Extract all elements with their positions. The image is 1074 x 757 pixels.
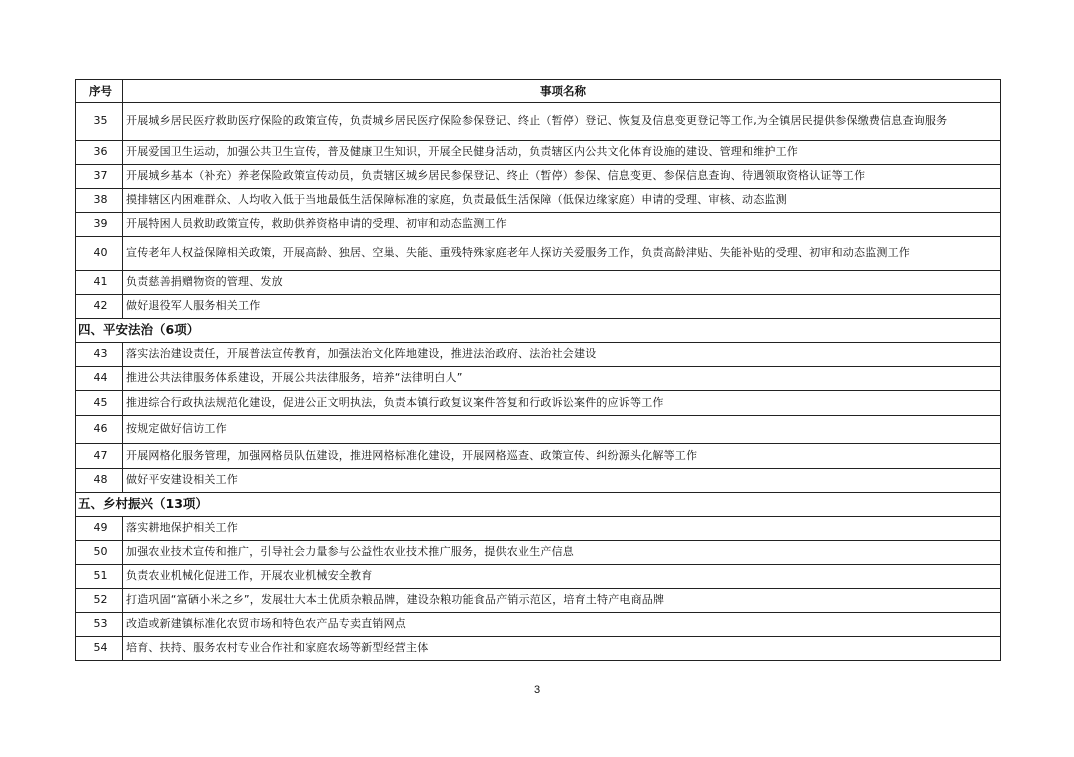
table-row (76, 237, 1001, 271)
row-number: 47 (76, 444, 123, 469)
row-text: 摸排辖区内困难群众、人均收入低于当地最低生活保障标准的家庭，负责最低生活保障（低保边缘家庭）申请的受理、审核、动态监测 (123, 189, 1001, 213)
row-number: 45 (76, 391, 123, 416)
row-number: 38 (76, 189, 123, 213)
row-text: 负责慈善捐赠物资的管理、发放 (123, 271, 1001, 295)
header-item-name: 事项名称 (123, 80, 1001, 103)
matters-table (75, 79, 1001, 661)
table-row (76, 589, 1001, 613)
row-number: 52 (76, 589, 123, 613)
row-text: 开展城乡居民医疗救助医疗保险的政策宣传，负责城乡居民医疗保险参保登记、终止（暂停）登记、恢复及信息变更登记等工作,为全镇居民提供参保缴费信息查询服务 (123, 103, 1001, 141)
table-row (76, 165, 1001, 189)
row-number: 53 (76, 613, 123, 637)
section-row (76, 319, 1001, 343)
table-row (76, 613, 1001, 637)
row-number: 51 (76, 565, 123, 589)
row-text: 开展城乡基本（补充）养老保险政策宣传动员，负责辖区城乡居民参保登记、终止（暂停）参保、信息变更、参保信息查询、待遇领取资格认证等工作 (123, 165, 1001, 189)
table-row (76, 517, 1001, 541)
row-text: 打造巩固“富硒小米之乡”，发展壮大本土优质杂粮品牌，建设杂粮功能食品产销示范区，培育土特产电商品牌 (123, 589, 1001, 613)
table-row (76, 565, 1001, 589)
table-row (76, 141, 1001, 165)
row-text: 推进公共法律服务体系建设，开展公共法律服务，培养“法律明白人” (123, 367, 1001, 391)
row-number: 35 (76, 103, 123, 141)
table-row (76, 213, 1001, 237)
table-row (76, 469, 1001, 493)
row-number: 50 (76, 541, 123, 565)
table-row (76, 416, 1001, 444)
row-number: 54 (76, 637, 123, 661)
table-row (76, 391, 1001, 416)
table-row (76, 103, 1001, 141)
row-text: 落实法治建设责任，开展普法宣传教育，加强法治文化阵地建设，推进法治政府、法治社会建设 (123, 343, 1001, 367)
section-title: 五、乡村振兴（13项） (76, 493, 1001, 517)
row-text: 推进综合行政执法规范化建设，促进公正文明执法，负责本镇行政复议案件答复和行政诉讼案件的应诉等工作 (123, 391, 1001, 416)
row-text: 培育、扶持、服务农村专业合作社和家庭农场等新型经营主体 (123, 637, 1001, 661)
section-title: 四、平安法治（6项） (76, 319, 1001, 343)
row-text: 按规定做好信访工作 (123, 416, 1001, 444)
table-row (76, 295, 1001, 319)
row-text: 加强农业技术宣传和推广，引导社会力量参与公益性农业技术推广服务，提供农业生产信息 (123, 541, 1001, 565)
row-number: 39 (76, 213, 123, 237)
row-number: 43 (76, 343, 123, 367)
row-number: 41 (76, 271, 123, 295)
row-text: 宣传老年人权益保障相关政策，开展高龄、独居、空巢、失能、重残特殊家庭老年人探访关爱服务工作，负责高龄津贴、失能补贴的受理、初审和动态监测工作 (123, 237, 1001, 271)
row-text: 负责农业机械化促进工作，开展农业机械安全教育 (123, 565, 1001, 589)
row-number: 46 (76, 416, 123, 444)
row-number: 37 (76, 165, 123, 189)
row-number: 42 (76, 295, 123, 319)
table-row (76, 541, 1001, 565)
table-row (76, 444, 1001, 469)
table-row (76, 367, 1001, 391)
row-text: 做好平安建设相关工作 (123, 469, 1001, 493)
row-number: 49 (76, 517, 123, 541)
header-number: 序号 (76, 80, 123, 103)
row-number: 40 (76, 237, 123, 271)
row-text: 改造或新建镇标准化农贸市场和特色农产品专卖直销网点 (123, 613, 1001, 637)
table-row (76, 637, 1001, 661)
row-text: 开展网格化服务管理，加强网格员队伍建设，推进网格标准化建设，开展网格巡查、政策宣传、纠纷源头化解等工作 (123, 444, 1001, 469)
table-row (76, 189, 1001, 213)
row-number: 36 (76, 141, 123, 165)
row-text: 落实耕地保护相关工作 (123, 517, 1001, 541)
row-number: 48 (76, 469, 123, 493)
row-text: 开展爱国卫生运动，加强公共卫生宣传，普及健康卫生知识，开展全民健身活动，负责辖区内公共文化体育设施的建设、管理和维护工作 (123, 141, 1001, 165)
page-number: 3 (533, 684, 541, 696)
section-row (76, 493, 1001, 517)
table-header-row (76, 80, 1001, 103)
row-number: 44 (76, 367, 123, 391)
table-row (76, 271, 1001, 295)
table-row (76, 343, 1001, 367)
row-text: 开展特困人员救助政策宣传，救助供养资格申请的受理、初审和动态监测工作 (123, 213, 1001, 237)
row-text: 做好退役军人服务相关工作 (123, 295, 1001, 319)
